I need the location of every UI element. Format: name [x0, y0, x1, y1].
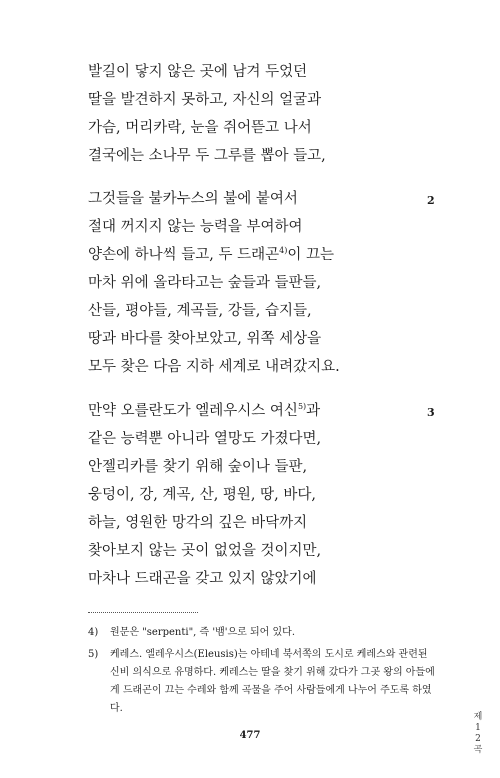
page-number: 477 — [239, 730, 261, 741]
running-head-char: 1 — [475, 723, 481, 733]
stanza-2 — [88, 185, 448, 381]
stanza-number: 3 — [427, 406, 435, 419]
verse-line: 발길이 닿지 않은 곳에 남겨 두었던 — [88, 64, 308, 80]
footnote — [88, 624, 438, 642]
verse-line — [88, 241, 448, 269]
verse-text: 과 — [306, 403, 321, 419]
verse-line: 그것들을 불카누스의 불에 붙여서 — [88, 191, 298, 207]
footnote-ref: 4) — [279, 246, 288, 255]
verse-line: 가슴, 머리카락, 눈을 쥐어뜯고 나서 — [88, 120, 312, 136]
verse-line: 마차나 드래곤을 갖고 있지 않았기에 — [88, 571, 317, 587]
footnote-number: 5) — [88, 649, 99, 660]
footnote-text: 원문은 "serpenti", 즉 '뱀'으로 되어 있다. — [110, 627, 296, 638]
verse-text: 이 끄는 — [287, 247, 334, 263]
verse-text: 양손에 하나씩 들고, 두 드래곤 — [88, 247, 280, 263]
verse-line: 안젤리카를 찾기 위해 숲이나 들판, — [88, 459, 308, 475]
footnote-divider — [88, 612, 198, 613]
verse-line: 찾아보지 않는 곳이 없었을 것이지만, — [88, 543, 322, 559]
footnote-text: 케레스. 엘레우시스(Eleusis)는 아테네 북서쪽의 도시로 케레스와 관련된 신비 의식으로 유명하다. 케레스는 딸을 찾기 위해 갔다가 그곳 왕의 아들에게 드래곤이 끄는 수레와 함께 곡물을 주어 사람들에게 나누어 주도록 하였다. — [110, 649, 435, 714]
verse-line: 결국에는 소나무 두 그루를 뽑아 들고, — [88, 148, 326, 164]
footnote-number: 4) — [88, 627, 99, 638]
verse-text: 만약 오를란도가 엘레우시스 여신 — [88, 403, 298, 419]
footnote — [88, 646, 438, 718]
verse-line: 딸을 발견하지 못하고, 자신의 얼굴과 — [88, 92, 322, 108]
verse-line: 산들, 평야들, 계곡들, 강들, 습지들, — [88, 303, 312, 319]
footnote-ref: 5) — [297, 402, 307, 411]
footnotes — [88, 624, 438, 722]
stanza-3 — [88, 397, 448, 593]
verse-line: 같은 능력뿐 아니라 열망도 가졌다면, — [88, 431, 322, 447]
verse-line: 하늘, 영원한 망각의 깊은 바닥까지 — [88, 515, 308, 531]
stanza-number: 2 — [427, 194, 435, 207]
verse-line: 땅과 바다를 찾아보았고, 위쪽 세상을 — [88, 331, 322, 347]
verse-line: 절대 꺼지지 않는 능력을 부여하여 — [88, 219, 303, 235]
verse-line: 모두 찾은 다음 지하 세계로 내려갔지요. — [88, 359, 340, 375]
running-head-char: 곡 — [473, 745, 483, 755]
verse-line: 웅덩이, 강, 계곡, 산, 평원, 땅, 바다, — [88, 487, 317, 503]
stanza-1 — [88, 58, 448, 170]
verse-line — [88, 397, 448, 425]
running-head-char: 제 — [473, 712, 483, 722]
running-head-char: 2 — [475, 734, 481, 744]
verse-line: 마차 위에 올라타고는 숲들과 들판들, — [88, 275, 322, 291]
